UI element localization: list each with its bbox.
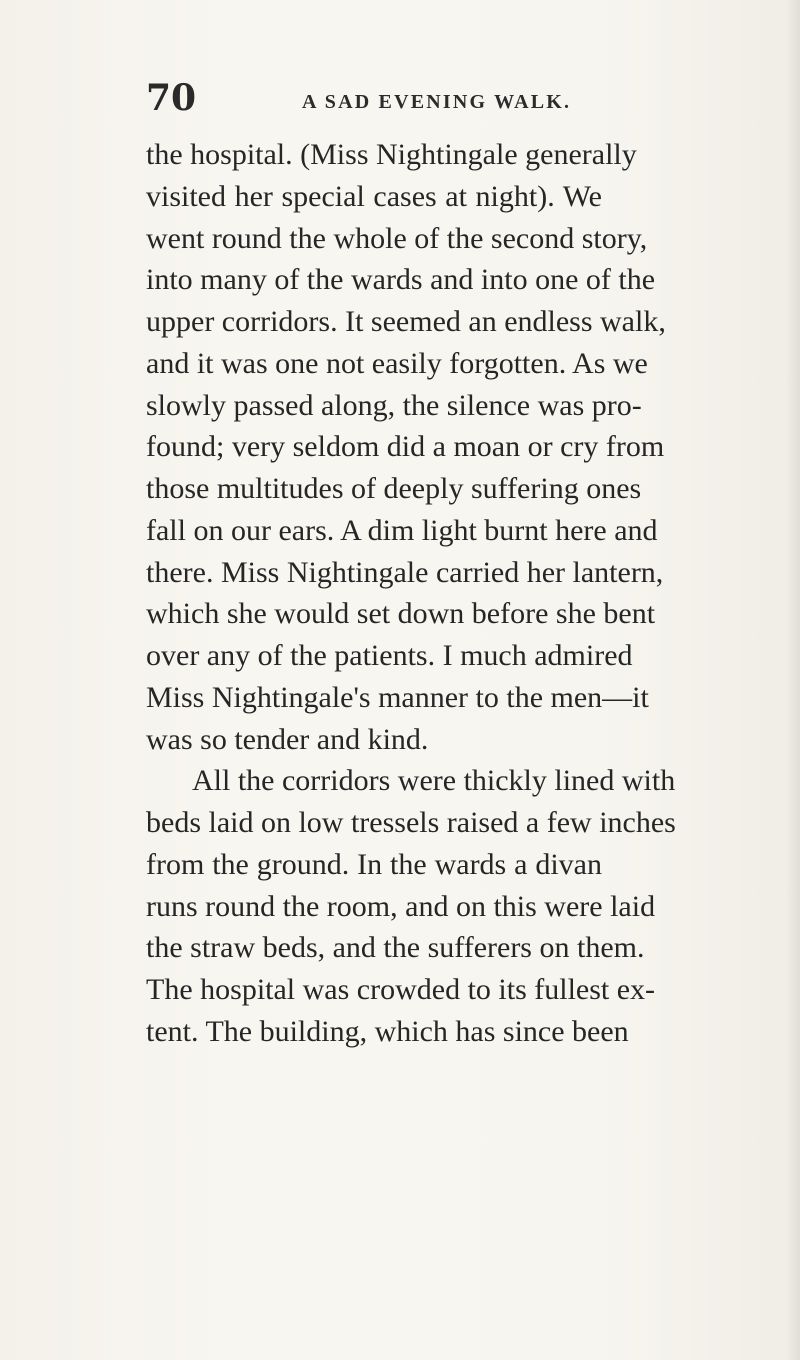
text-line: visited her special cases at night). We: [146, 179, 602, 213]
page-edge-shadow: [786, 0, 800, 1360]
text-line: and it was one not easily forgotten. As we: [146, 346, 648, 380]
text-line: The hospital was crowded to its fullest ex-: [146, 973, 656, 1006]
text-line: slowly passed along, the silence was pro-: [146, 388, 642, 422]
text-line: those multitudes of deeply suffering ones: [146, 472, 642, 505]
text-line: the hospital. (Miss Nightingale generally: [146, 138, 637, 171]
text-line: runs round the room, and on this were laid: [146, 889, 656, 923]
paragraph-end-line: was so tender and kind.: [146, 722, 429, 756]
text-line: Miss Nightingale's manner to the men—it: [146, 680, 649, 714]
text-line: which she would set down before she bent: [146, 597, 656, 631]
text-line: upper corridors. It seemed an endless walk,: [146, 305, 666, 338]
text-line: tent. The building, which has since been: [146, 1014, 629, 1048]
text-line: went round the whole of the second story,: [146, 221, 648, 255]
text-line: over any of the patients. I much admired: [146, 639, 633, 672]
running-head: [146, 78, 596, 118]
page-number: 70: [146, 77, 197, 119]
paragraph-start-line: All the corridors were thickly lined with: [192, 764, 676, 798]
body-text: [146, 134, 676, 1053]
text-line: beds laid on low tressels raised a few inches: [146, 806, 676, 839]
text-line: from the ground. In the wards a divan: [146, 847, 602, 881]
text-line: into many of the wards and into one of the: [146, 263, 656, 297]
text-line: there. Miss Nightingale carried her lantern,: [146, 555, 664, 589]
text-line: fall on our ears. A dim light burnt here and: [146, 513, 658, 547]
text-line: found; very seldom did a moan or cry from: [146, 430, 665, 464]
text-line: the straw beds, and the sufferers on them.: [146, 931, 645, 965]
running-title: A SAD EVENING WALK.: [302, 91, 572, 113]
